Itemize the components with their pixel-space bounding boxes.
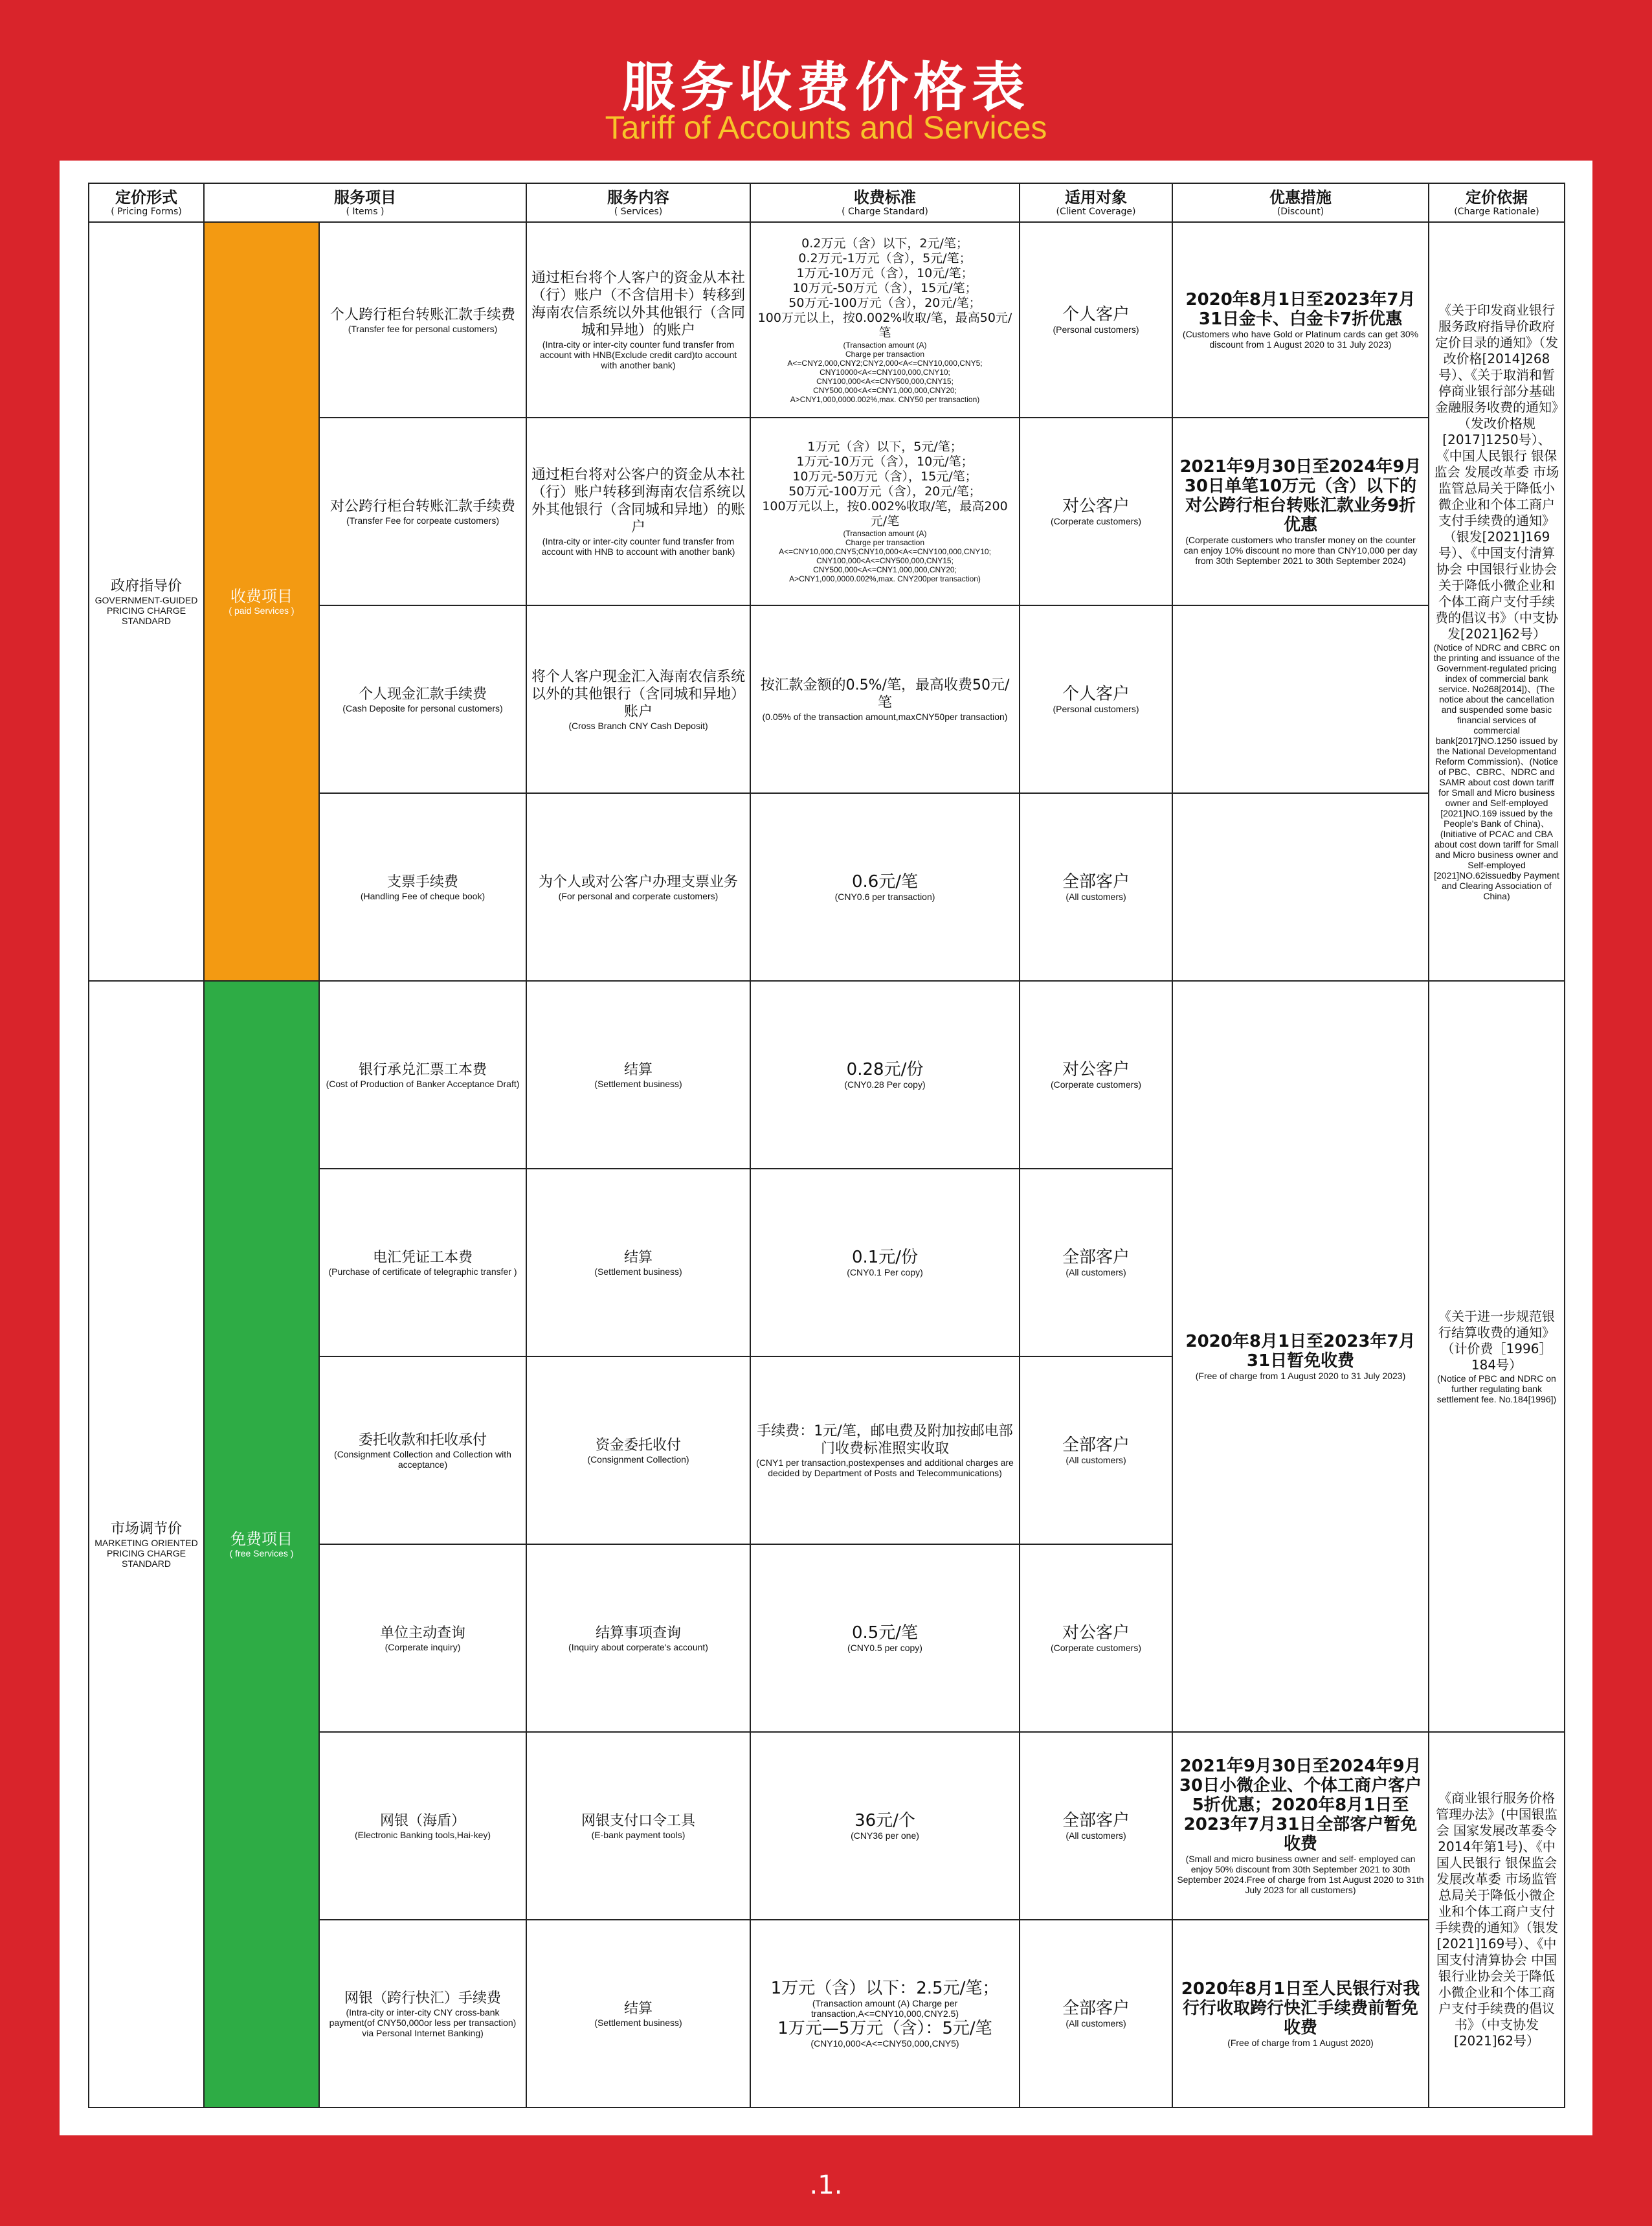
table-row	[89, 981, 1565, 1169]
item-cell: 个人现金汇款手续费 (Cash Deposite for personal customers)	[319, 605, 526, 793]
service-cell: 网银支付口令工具 (E-bank payment tools)	[526, 1732, 750, 1920]
service-cell: 将个人客户现金汇入海南农信系统以外的其他银行（含同城和异地）账户 (Cross Branch CNY Cash Deposit)	[526, 605, 750, 793]
charge-cell: 1万元（含）以下：2.5元/笔； (Transaction amount (A) Charge per transaction,A<=CNY10,000,CNY2.5) 1万元—5万元（含）：5元/笔 (CNY10,000<A<=CNY50,000,CNY5)	[750, 1920, 1020, 2108]
charge-cell: 0.2万元（含）以下，2元/笔； 0.2万元-1万元（含），5元/笔； 1万元-10万元（含），10元/笔； 10万元-50万元（含），15元/笔； 50万元-100万元（含），20元/笔； 100万元以上，按0.002%收取/笔，最高50元/笔 (Transaction amount (A) Charge per transaction A<=CNY2,000,CNY2;CNY2,000<A<=CNY10,000,CNY5; CNY10000<A<=CNY100,000,CNY10; CNY100,000<A<=CNY500,000,CNY15; CNY500,000<A<=CNY1,000,000,CNY20; A>CNY1,000,0000.002%,max. CNY50 per transaction)	[750, 222, 1020, 418]
client-cell: 对公客户 (Corperate customers)	[1020, 418, 1172, 605]
paid-services-band: 收费项目 ( paid Services )	[204, 222, 319, 981]
rationale-gov: 《关于印发商业银行服务政府指导价政府定价目录的通知》（发改价格[2014]268号）、《关于取消和暂停商业银行部分基础金融服务收费的通知》（发改价格规[2017]1250号）、《中国人民银行 银保监会 发展改革委 市场监管总局关于降低小微企业和个体工商户支付手续费的通知》（银发[2021]169号）、《中国支付清算协会 中国银行业协会关于降低小微企业和个体工商户支付手续费的倡议书》（中支协发[2021]62号） (Notice of NDRC and CBRC on the printing and issuance of the Government-regulated pricing index of commercial bank service. No268[2014])、(The notice about the cancellation and suspended some basic financial services of commercial bank[2017]NO.1250 issued by the National Developmentand Reform Commission)、(Notice of PBC、CBRC、NDRC and SAMR about cost down tariff for Small and Micro business owner and Self-employed [2021]NO.169 issued by the People's Bank of China)、(Initiative of PCAC and CBA about cost down tariff for Small and Micro business owner and Self-employed [2021]NO.62issuedby Payment and Clearing Association of China)	[1429, 222, 1565, 981]
item-cell: 委托收款和托收承付 (Consignment Collection and Collection with acceptance)	[319, 1356, 526, 1544]
col-discount: 优惠措施 (Discount)	[1172, 183, 1429, 222]
page-header	[0, 0, 1652, 162]
col-pricing-form: 定价形式 ( Pricing Forms)	[89, 183, 204, 222]
item-cell: 电汇凭证工本费 (Purchase of certificate of telegraphic transfer )	[319, 1169, 526, 1356]
group-gov-guided: 政府指导价 GOVERNMENT-GUIDED PRICING CHARGE STANDARD	[89, 222, 204, 981]
client-cell: 全部客户 (All customers)	[1020, 1920, 1172, 2108]
service-cell: 结算 (Settlement business)	[526, 1169, 750, 1356]
client-cell: 对公客户 (Corperate customers)	[1020, 1544, 1172, 1732]
charge-cell: 0.5元/笔 (CNY0.5 per copy)	[750, 1544, 1020, 1732]
service-cell: 为个人或对公客户办理支票业务 (For personal and corperate customers)	[526, 793, 750, 981]
rationale-free: 《关于进一步规范银行结算收费的通知》（计价费［1996］184号） (Notice of PBC and NDRC on further regulating bank settlement fee. No.184[1996])	[1429, 981, 1565, 1732]
discount-free-services: 2020年8月1日至2023年7月31日暂免收费 (Free of charge from 1 August 2020 to 31 July 2023)	[1172, 981, 1429, 1732]
col-client-coverage: 适用对象 (Client Coverage)	[1020, 183, 1172, 222]
charge-cell: 按汇款金额的0.5%/笔，最高收费50元/笔 (0.05% of the transaction amount,maxCNY50per transaction)	[750, 605, 1020, 793]
charge-cell: 0.28元/份 (CNY0.28 Per copy)	[750, 981, 1020, 1169]
service-cell: 结算事项查询 (Inquiry about corperate's account)	[526, 1544, 750, 1732]
tariff-sheet	[60, 161, 1592, 2135]
client-cell: 全部客户 (All customers)	[1020, 1169, 1172, 1356]
item-cell: 网银（跨行快汇）手续费 (Intra-city or inter-city CNY cross-bank payment(of CNY50,000or less per transaction) via Personal Internet Banking)	[319, 1920, 526, 2108]
col-charge-standard: 收费标准 ( Charge Standard)	[750, 183, 1020, 222]
col-rationale: 定价依据 (Charge Rationale)	[1429, 183, 1565, 222]
item-cell: 网银（海盾） (Electronic Banking tools,Hai-key)	[319, 1732, 526, 1920]
page-number: .1.	[809, 2170, 843, 2200]
rationale-ebank: 《商业银行服务价格管理办法》(中国银监会 国家发展改革委令 2014年第1号)、《中国人民银行 银保监会 发展改革委 市场监管总局关于降低小微企业和个体工商户支付手续费的通知》（银发[2021]169号）、《中国支付清算协会 中国银行业协会关于降低小微企业和个体工商户支付手续费的倡议书》（中支协发[2021]62号）	[1429, 1732, 1565, 2108]
service-cell: 资金委托收付 (Consignment Collection)	[526, 1356, 750, 1544]
charge-cell: 手续费：1元/笔，邮电费及附加按邮电部门收费标准照实收取 (CNY1 per transaction,postexpenses and additional charges are decided by Department of Posts and Telecommunications)	[750, 1356, 1020, 1544]
item-cell: 支票手续费 (Handling Fee of cheque book)	[319, 793, 526, 981]
page-title: 服务收费价格表	[621, 57, 1030, 118]
service-cell: 结算 (Settlement business)	[526, 981, 750, 1169]
discount-cell: 2021年9月30日至2024年9月30日小微企业、个体工商户客户5折优惠；2020年8月1日至2023年7月31日全部客户暂免收费 (Small and micro business owner and self- employed can enjoy 50% discount from 30th September 2021 to 30th September 2024.Free of charge from 1st August 2020 to 31th July 2023 for all customers)	[1172, 1732, 1429, 1920]
client-cell: 个人客户 (Personal customers)	[1020, 605, 1172, 793]
item-cell: 对公跨行柜台转账汇款手续费 (Transfer Fee for corpeate customers)	[319, 418, 526, 605]
client-cell: 个人客户 (Personal customers)	[1020, 222, 1172, 418]
item-cell: 单位主动查询 (Corperate inquiry)	[319, 1544, 526, 1732]
client-cell: 全部客户 (All customers)	[1020, 1356, 1172, 1544]
tariff-table	[88, 183, 1565, 2108]
client-cell: 对公客户 (Corperate customers)	[1020, 981, 1172, 1169]
service-cell: 结算 (Settlement business)	[526, 1920, 750, 2108]
charge-cell: 1万元（含）以下，5元/笔； 1万元-10万元（含），10元/笔； 10万元-50万元（含），15元/笔； 50万元-100万元（含），20元/笔； 100万元以上，按0.002%收取/笔，最高200元/笔 (Transaction amount (A) Charge per transaction A<=CNY10,000,CNY5;CNY10,000<A<=CNY100,000,CNY10; CNY100,000<A<=CNY500,000,CNY15; CNY500,000<A<=CNY1,000,000,CNY20; A>CNY1,000,0000.002%,max. CNY200per transaction)	[750, 418, 1020, 605]
client-cell: 全部客户 (All customers)	[1020, 793, 1172, 981]
charge-cell: 0.6元/笔 (CNY0.6 per transaction)	[750, 793, 1020, 981]
item-cell: 银行承兑汇票工本费 (Cost of Production of Banker Acceptance Draft)	[319, 981, 526, 1169]
charge-cell: 36元/个 (CNY36 per one)	[750, 1732, 1020, 1920]
service-cell: 通过柜台将个人客户的资金从本社（行）账户（不含信用卡）转移到海南农信系统以外其他银行（含同城和异地）的账户 (Intra-city or inter-city counter fund transfer from account with HNB(Exclude credit card)to account with another bank)	[526, 222, 750, 418]
discount-cell-empty	[1172, 793, 1429, 981]
page-subtitle: Tariff of Accounts and Services	[605, 109, 1047, 146]
client-cell: 全部客户 (All customers)	[1020, 1732, 1172, 1920]
discount-cell: 2021年9月30日至2024年9月30日单笔10万元（含）以下的对公跨行柜台转账汇款业务9折优惠 (Corperate customers who transfer money on the counter can enjoy 10% discount no more than CNY10,000 per day from 30th September 2021 to 30th September 2024)	[1172, 418, 1429, 605]
table-header-row	[89, 183, 1565, 222]
discount-cell: 2020年8月1日至2023年7月31日金卡、白金卡7折优惠 (Customers who have Gold or Platinum cards can get 30% discount from 1 August 2020 to 31 July 2023)	[1172, 222, 1429, 418]
group-market-oriented: 市场调节价 MARKETING ORIENTED PRICING CHARGE STANDARD	[89, 981, 204, 2108]
discount-cell-empty	[1172, 605, 1429, 793]
free-services-band: 免费项目 ( free Services )	[204, 981, 319, 2108]
service-cell: 通过柜台将对公客户的资金从本社（行）账户转移到海南农信系统以外其他银行（含同城和异地）的账户 (Intra-city or inter-city counter fund transfer from account with HNB to account with another bank)	[526, 418, 750, 605]
item-cell: 个人跨行柜台转账汇款手续费 (Transfer fee for personal customers)	[319, 222, 526, 418]
col-items: 服务项目 ( Items )	[204, 183, 526, 222]
col-services: 服务内容 ( Services)	[526, 183, 750, 222]
table-row	[89, 222, 1565, 418]
charge-cell: 0.1元/份 (CNY0.1 Per copy)	[750, 1169, 1020, 1356]
discount-cell: 2020年8月1日至人民银行对我行行收取跨行快汇手续费前暂免收费 (Free of charge from 1 August 2020)	[1172, 1920, 1429, 2108]
